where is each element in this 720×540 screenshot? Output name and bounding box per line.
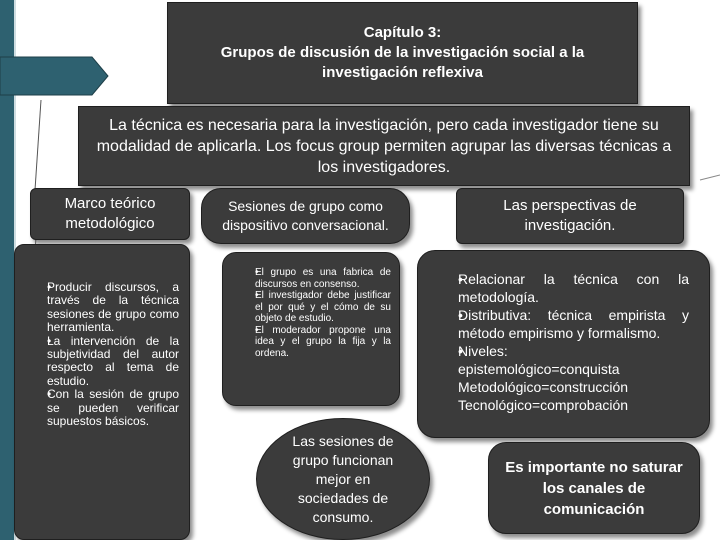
col3-item: • Niveles: epistemológico=conquista Metodológico=construcción Tecnológico=comprobación — [436, 342, 689, 414]
col3-item: • Relacionar la técnica con la metodología. — [436, 270, 689, 306]
intro-text: La técnica es necesaria para la investigación, pero cada investigador tiene su modalidad de aplicarla. Los focus group permiten agrupar las diversas técnicas a los investigadores. — [96, 116, 672, 176]
col1-item: • Con la sesión de grupo se pueden verificar supuestos básicos. — [25, 388, 179, 428]
col1-item: • La intervención de la subjetividad del autor respecto al tema de estudio. — [25, 335, 179, 389]
col1-list — [25, 281, 179, 428]
col2-header: Sesiones de grupo como dispositivo conversacional. — [222, 198, 389, 233]
col3-header: Las perspectivas de investigación. — [503, 197, 637, 234]
col3-item: • Distributiva: técnica empirista y método empirismo y formalismo. — [436, 306, 689, 342]
col1-header: Marco teórico metodológico — [64, 195, 156, 232]
title-line2: Grupos de discusión de la investigación social a la investigación reflexiva — [220, 44, 585, 81]
col3-header-box — [456, 188, 684, 244]
col2-circle-text: Las sesiones de grupo funcionan mejor en sociedades de consumo. — [292, 432, 394, 525]
col3-note-box — [488, 442, 700, 534]
col2-header-box — [201, 188, 410, 244]
col3-body-box — [417, 250, 710, 438]
col2-item: • El moderador propone una idea y el grupo la fija y la ordena. — [231, 325, 391, 360]
col3-list — [436, 270, 689, 414]
col2-item: • El grupo es una fabrica de discursos en consenso. — [231, 267, 391, 290]
arrow-tag-shape — [0, 55, 110, 97]
title-box — [167, 2, 638, 104]
col2-item: • El investigador debe justificar el por qué y el cómo de su objeto de estudio. — [231, 290, 391, 325]
col1-header-box — [30, 188, 190, 240]
col3-note: Es importante no saturar los canales de comunicación — [505, 458, 683, 518]
col2-list — [231, 267, 391, 359]
col1-item: • Producir discursos, a través de la técnica sesiones de grupo como herramienta. — [25, 281, 179, 335]
title-line1: Capítulo 3: — [363, 24, 442, 41]
col2-circle — [256, 418, 430, 540]
col1-body-box — [14, 244, 190, 540]
intro-box — [78, 106, 690, 186]
col2-body-box — [222, 252, 400, 406]
